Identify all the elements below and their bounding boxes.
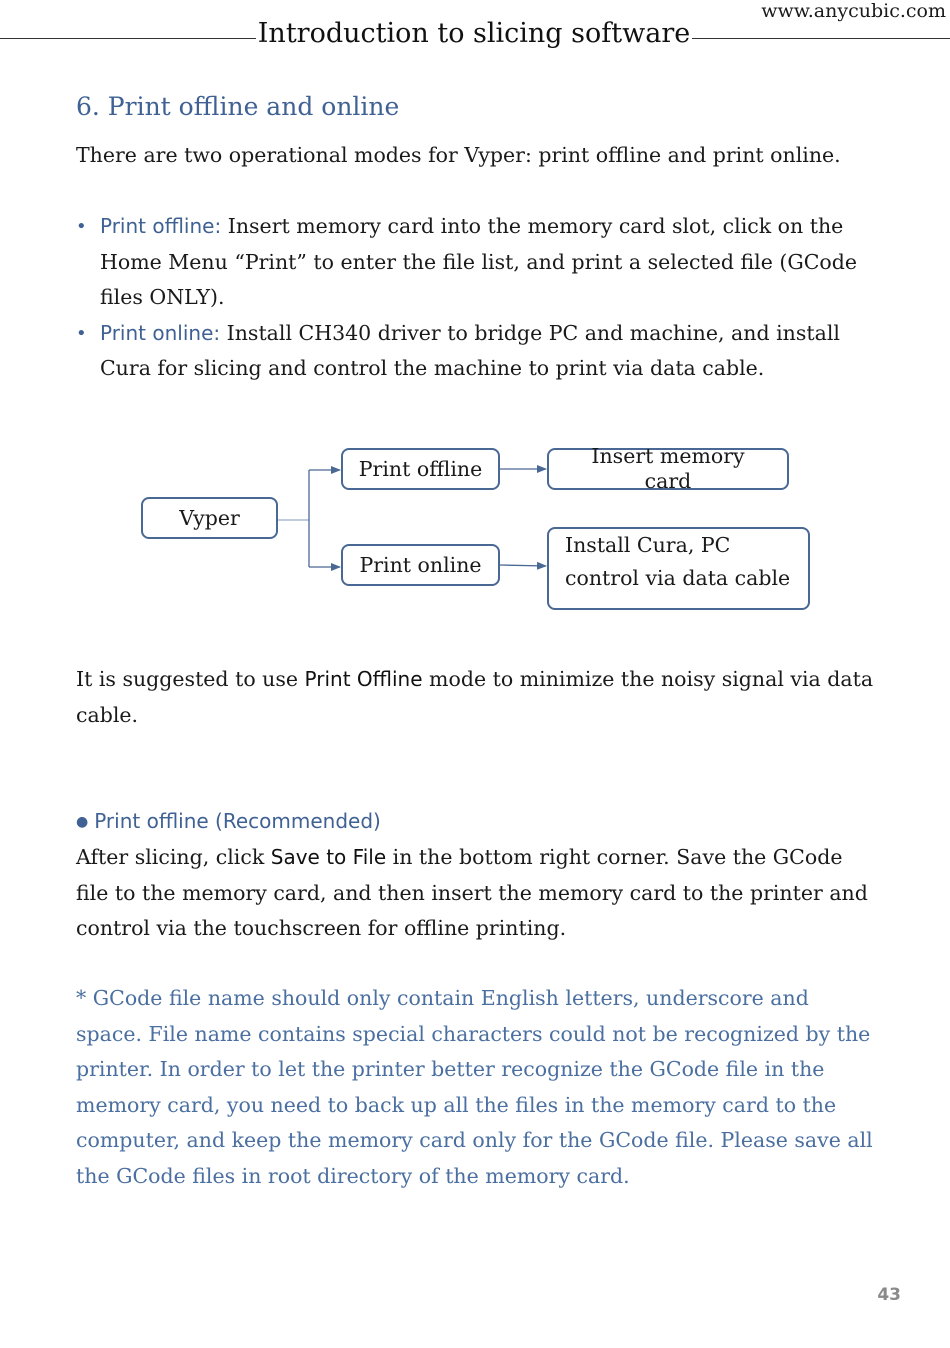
after-slicing-post: in the bottom right corner. Save the GCode file to the memory card, and then insert the memory card to the printer and control via the touchscreen for offline printing. (76, 845, 868, 940)
intro-paragraph: There are two operational modes for Vyper: print offline and print online. (76, 143, 841, 167)
print-offline-description: Insert memory card into the memory card slot, click on the Home Menu “Print” to enter the file list, and print a selected file (GCode files ONLY). (100, 214, 858, 309)
suggestion-text-pre: It is suggested to use (76, 667, 305, 691)
page-number: 43 (877, 1285, 901, 1305)
insert-memory-card-node: Insert memory card (547, 448, 789, 490)
offline-recommended-label: Print offline (Recommended) (94, 809, 381, 833)
print-offline-node: Print offline (341, 448, 500, 490)
arrow-to-install-cura (500, 565, 546, 566)
print-offline-label: Print offline: (100, 214, 222, 238)
vyper-node: Vyper (141, 497, 278, 539)
suggestion-paragraph (76, 662, 876, 733)
print-online-node: Print online (341, 544, 500, 586)
offline-recommended-heading (76, 804, 381, 843)
header-title-wrap (0, 17, 950, 51)
print-offline-emphasis: Print Offline (304, 667, 423, 691)
after-slicing-pre: After slicing, click (76, 845, 271, 869)
page-header-title: Introduction to slicing software (257, 18, 691, 49)
print-online-label: Print online: (100, 320, 221, 345)
bullet-icon: • (76, 216, 87, 237)
site-url: www.anycubic.com (761, 0, 946, 22)
bullet-icon: ● (76, 814, 89, 830)
install-cura-node: Install Cura, PC control via data cable (547, 527, 810, 610)
mode-list (76, 209, 886, 387)
bullet-icon: • (76, 322, 87, 344)
list-item-print-online (76, 316, 886, 387)
section-heading: 6. Print offline and online (76, 92, 400, 121)
after-slicing-paragraph (76, 840, 876, 947)
mode-flow-diagram (0, 420, 950, 640)
suggestion-text-post: mode to minimize the noisy signal via data cable. (76, 667, 874, 727)
list-item-print-offline (76, 209, 886, 316)
gcode-filename-note: * GCode file name should only contain English letters, underscore and space. File name contains special characters could not be recognized by the printer. In order to let the printer better recognize the GCode file in the memory card, you need to back up all the files in the memory card to the computer, and keep the memory card only for the GCode file. Please save all the GCode files in root directory of the memory card. (76, 986, 873, 1188)
header-rule (0, 38, 950, 39)
print-online-description: Install CH340 driver to bridge PC and machine, and install Cura for slicing and control the machine to print via data cable. (100, 320, 840, 380)
save-to-file-emphasis: Save to File (270, 845, 387, 869)
